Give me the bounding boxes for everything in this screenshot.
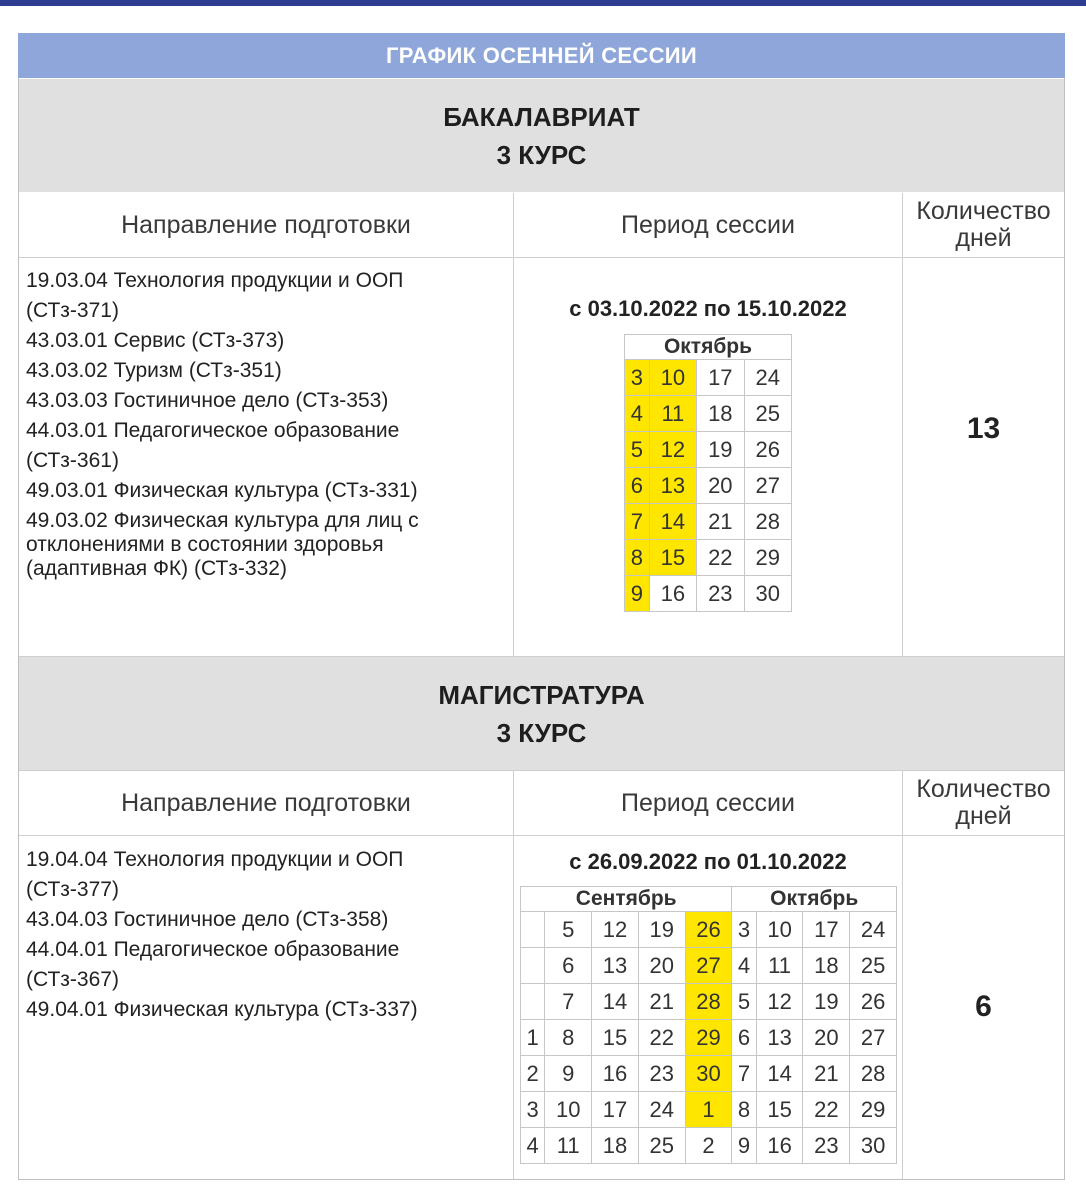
calendar-day: 25: [744, 396, 791, 432]
calendar-day: 21: [803, 1056, 850, 1092]
calendar-session-day: 4: [625, 396, 650, 432]
calendar-day: 28: [850, 1056, 897, 1092]
calendar-day: 28: [744, 504, 791, 540]
calendar-day: [521, 948, 545, 984]
calendar-session-day: 11: [649, 396, 696, 432]
bachelor-level-heading: [19, 79, 1064, 192]
direction-item: 43.03.02 Туризм (СТз-351): [26, 359, 282, 382]
bachelor-header-days: Количество дней: [916, 197, 1051, 252]
calendar-day: 21: [638, 984, 685, 1020]
calendar-day: 16: [756, 1128, 803, 1164]
master-period-text: с 26.09.2022 по 01.10.2022: [569, 849, 847, 874]
calendar-day: 2: [521, 1056, 545, 1092]
calendar-day: 17: [697, 360, 744, 396]
bachelor-course: 3 КУРС: [496, 139, 587, 170]
master-header-days: Количество дней: [916, 775, 1051, 830]
calendar-session-day: 1: [685, 1092, 732, 1128]
bachelor-header-period: Период сессии: [621, 210, 795, 239]
master-course: 3 КУРС: [496, 717, 587, 748]
calendar-day: 22: [803, 1092, 850, 1128]
calendar-day: 13: [592, 948, 639, 984]
calendar-day: 7: [545, 984, 592, 1020]
calendar-session-day: 30: [685, 1056, 732, 1092]
calendar-day: 23: [697, 576, 744, 612]
calendar-day: 1: [521, 1020, 545, 1056]
calendar-day: 16: [592, 1056, 639, 1092]
bachelor-days-count: 13: [966, 412, 1001, 445]
calendar-day: 2: [685, 1128, 732, 1164]
calendar-day: [521, 912, 545, 948]
calendar-session-day: 5: [625, 432, 650, 468]
calendar-day: 29: [850, 1092, 897, 1128]
calendar-day: 3: [521, 1092, 545, 1128]
master-level-name: МАГИСТРАТУРА: [438, 679, 645, 710]
calendar-day: 20: [803, 1020, 850, 1056]
calendar-day: 20: [697, 468, 744, 504]
calendar-day: 3: [732, 912, 756, 948]
calendar-day: 17: [803, 912, 850, 948]
calendar-session-day: 10: [649, 360, 696, 396]
calendar-day: 29: [744, 540, 791, 576]
calendar-day: 19: [697, 432, 744, 468]
calendar-day: 12: [756, 984, 803, 1020]
calendar-day: 23: [638, 1056, 685, 1092]
calendar-day: 17: [592, 1092, 639, 1128]
calendar-day: 30: [744, 576, 791, 612]
calendar-day: 10: [545, 1092, 592, 1128]
calendar-day: 11: [545, 1128, 592, 1164]
calendar-day: 22: [697, 540, 744, 576]
calendar-session-day: 8: [625, 540, 650, 576]
calendar-session-day: 15: [649, 540, 696, 576]
calendar-day: 6: [732, 1020, 756, 1056]
master-header-period: Период сессии: [621, 788, 795, 817]
calendar-day: 16: [649, 576, 696, 612]
master-directions-list: [26, 845, 496, 1025]
calendar-session-day: 13: [649, 468, 696, 504]
calendar-month-label: Сентябрь: [521, 887, 732, 912]
calendar-day: 20: [638, 948, 685, 984]
calendar-day: 21: [697, 504, 744, 540]
calendar-day: 14: [592, 984, 639, 1020]
calendar-month-label: Октябрь: [625, 335, 792, 360]
direction-item: 49.03.02 Физическая культура для лиц с отклонениями в состоянии здоровья (адаптивная ФК) (СТз-332): [26, 509, 419, 580]
calendar-month-label: Октябрь: [732, 887, 897, 912]
direction-item: 19.04.04 Технология продукции и ООП (СТз-377): [26, 848, 404, 901]
master-calendar: [520, 886, 897, 1164]
calendar-day: 19: [803, 984, 850, 1020]
calendar-session-day: 29: [685, 1020, 732, 1056]
calendar-day: 8: [732, 1092, 756, 1128]
calendar-day: 15: [592, 1020, 639, 1056]
calendar-day: 5: [545, 912, 592, 948]
bachelor-level-name: БАКАЛАВРИАТ: [443, 101, 640, 132]
calendar-day: 10: [756, 912, 803, 948]
calendar-session-day: 12: [649, 432, 696, 468]
calendar-day: 27: [744, 468, 791, 504]
calendar-session-day: 7: [625, 504, 650, 540]
bachelor-calendar: [624, 334, 792, 612]
calendar-day: 25: [850, 948, 897, 984]
calendar-day: 4: [521, 1128, 545, 1164]
calendar-day: 18: [803, 948, 850, 984]
calendar-day: 18: [592, 1128, 639, 1164]
bachelor-directions-list: [26, 266, 496, 581]
calendar-day: 7: [732, 1056, 756, 1092]
calendar-day: 26: [850, 984, 897, 1020]
calendar-session-day: 26: [685, 912, 732, 948]
calendar-day: 6: [545, 948, 592, 984]
calendar-day: [521, 984, 545, 1020]
direction-item: 49.03.01 Физическая культура (СТз-331): [26, 479, 418, 502]
calendar-day: 11: [756, 948, 803, 984]
calendar-session-day: 28: [685, 984, 732, 1020]
master-days-count: 6: [975, 990, 992, 1023]
bachelor-period-text: с 03.10.2022 по 15.10.2022: [569, 296, 847, 321]
calendar-day: 5: [732, 984, 756, 1020]
calendar-day: 19: [638, 912, 685, 948]
direction-item: 44.03.01 Педагогическое образование (СТз-361): [26, 419, 400, 472]
calendar-session-day: 3: [625, 360, 650, 396]
calendar-day: 14: [756, 1056, 803, 1092]
master-level-heading: [19, 657, 1064, 770]
bachelor-header-direction: Направление подготовки: [121, 210, 411, 239]
calendar-day: 13: [756, 1020, 803, 1056]
calendar-day: 18: [697, 396, 744, 432]
direction-item: 43.03.03 Гостиничное дело (СТз-353): [26, 389, 389, 412]
calendar-day: 4: [732, 948, 756, 984]
calendar-day: 26: [744, 432, 791, 468]
direction-item: 44.04.01 Педагогическое образование (СТз-367): [26, 938, 400, 991]
calendar-day: 24: [850, 912, 897, 948]
calendar-session-day: 6: [625, 468, 650, 504]
calendar-day: 9: [545, 1056, 592, 1092]
calendar-day: 24: [638, 1092, 685, 1128]
calendar-session-day: 14: [649, 504, 696, 540]
direction-item: 43.03.01 Сервис (СТз-373): [26, 329, 285, 352]
page-title: ГРАФИК ОСЕННЕЙ СЕССИИ: [18, 33, 1065, 78]
calendar-day: 27: [850, 1020, 897, 1056]
calendar-session-day: 27: [685, 948, 732, 984]
direction-item: 19.03.04 Технология продукции и ООП (СТз-371): [26, 269, 404, 322]
master-header-direction: Направление подготовки: [121, 788, 411, 817]
calendar-day: 8: [545, 1020, 592, 1056]
calendar-day: 9: [732, 1128, 756, 1164]
calendar-day: 25: [638, 1128, 685, 1164]
calendar-day: 12: [592, 912, 639, 948]
calendar-day: 24: [744, 360, 791, 396]
calendar-session-day: 9: [625, 576, 650, 612]
calendar-day: 15: [756, 1092, 803, 1128]
direction-item: 43.04.03 Гостиничное дело (СТз-358): [26, 908, 389, 931]
direction-item: 49.04.01 Физическая культура (СТз-337): [26, 998, 418, 1021]
calendar-day: 22: [638, 1020, 685, 1056]
calendar-day: 23: [803, 1128, 850, 1164]
top-accent-bar: [0, 0, 1086, 6]
calendar-day: 30: [850, 1128, 897, 1164]
